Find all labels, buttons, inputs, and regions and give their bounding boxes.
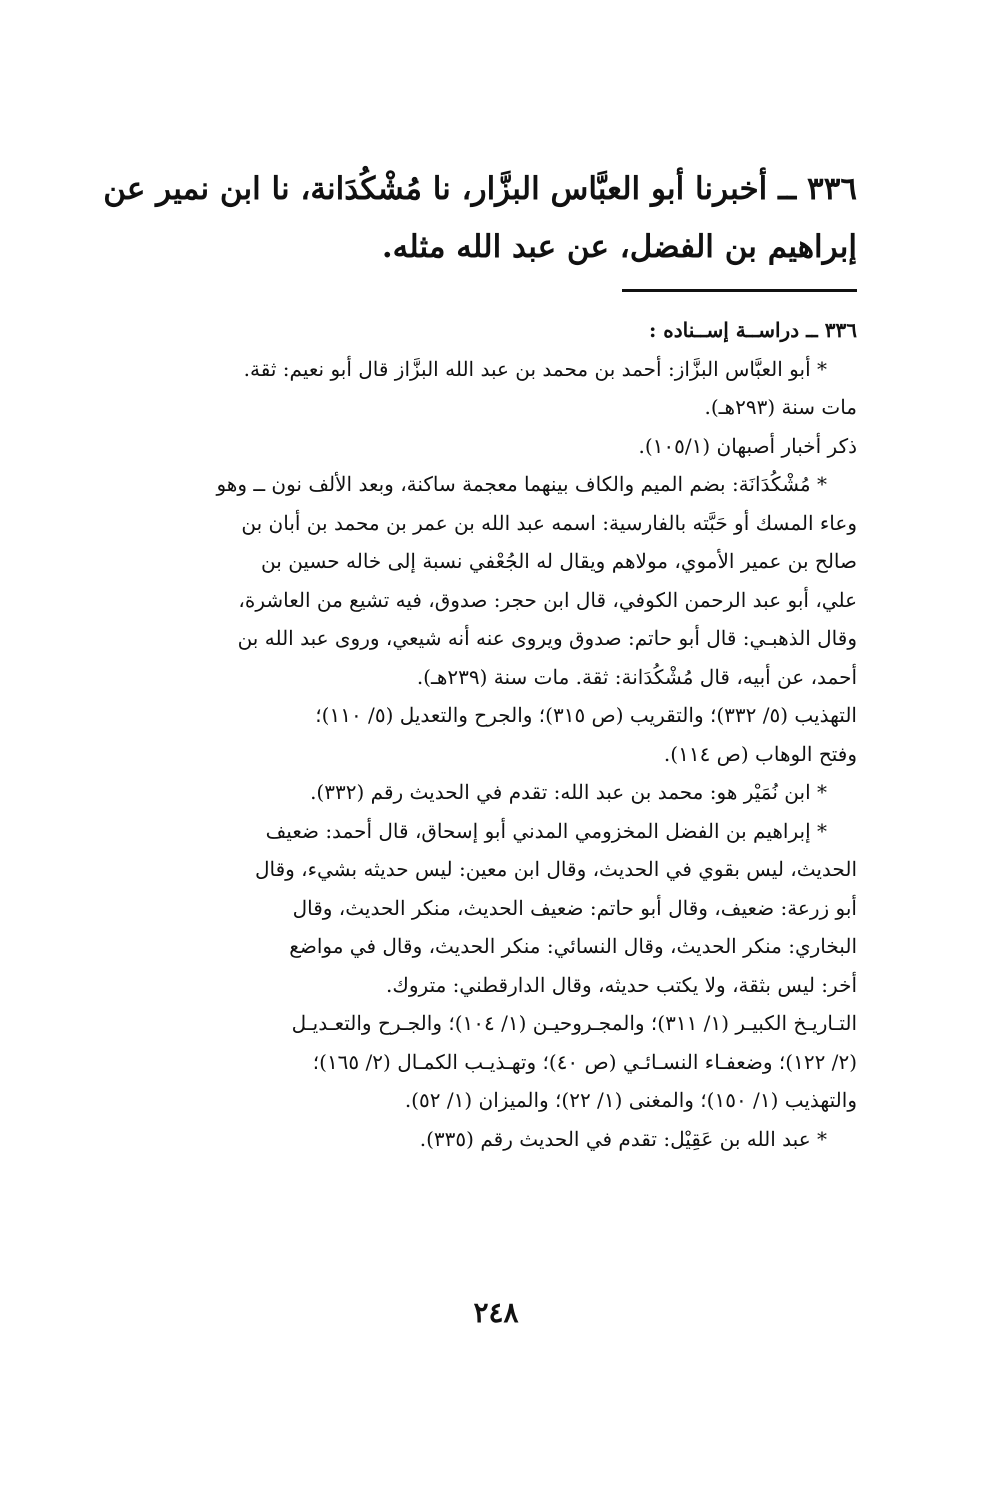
page-number: ٢٤٨ bbox=[473, 1296, 519, 1329]
footnote-line: * ابن نُمَيْر هو: محمد بن عبد الله: تقدم في الحديث رقم (٣٣٢). bbox=[310, 780, 827, 804]
footnote-line: وعاء المسك أو حَبَّته بالفارسية: اسمه عبد الله بن عمر بن محمد بن أبان بن bbox=[241, 510, 857, 535]
footnote-line: أحمد، عن أبيه، قال مُشْكُدَانة: ثقة. مات سنة (٢٣٩هـ). bbox=[416, 664, 857, 689]
footnote-line: التـاريـخ الكبيـر (١/ ٣١١)؛ والمجـروحيـن (١/ ١٠٤)؛ والجـرح والتعـديـل bbox=[291, 1011, 857, 1035]
footnote-line: صالح بن عمير الأموي، مولاهم ويقال له الجُعْفي نسبة إلى خاله حسين بن bbox=[261, 549, 857, 573]
footnote-line: * عبد الله بن عَقِيْل: تقدم في الحديث رقم (٣٣٥). bbox=[419, 1126, 827, 1151]
hadith-line: إبراهيم بن الفضل، عن عبد الله مثله. bbox=[381, 229, 857, 265]
footnote-line: البخاري: منكر الحديث، وقال النسائي: منكر الحديث، وقال في مواضع bbox=[289, 934, 857, 958]
footnote-line: (٢/ ١٢٢)؛ وضعفـاء النسـائـي (ص ٤٠)؛ وتهـذيـب الكمـال (٢/ ١٦٥)؛ bbox=[312, 1049, 857, 1074]
footnotes bbox=[97, 311, 857, 1158]
footnote-line: أخر: ليس بثقة، ولا يكتب حديثه، وقال الدارقطني: متروك. bbox=[386, 972, 857, 997]
footnote-line: والتهذيب (١/ ١٥٠)؛ والمغنى (١/ ٢٢)؛ والميزان (١/ ٥٢). bbox=[404, 1088, 857, 1112]
hadith-line: ٣٣٦ ــ أخبرنا أبو العبَّاس البزَّار، نا مُشْكُدَانة، نا ابن نمير عن bbox=[103, 171, 857, 207]
hadith-text bbox=[103, 160, 857, 276]
footnote-line: وقال الذهبـي: قال أبو حاتم: صدوق ويروى عنه أنه شيعي، وروى عبد الله بن bbox=[237, 626, 857, 650]
footnote-line: مات سنة (٢٩٣هـ). bbox=[704, 395, 857, 419]
footnote-line: وفتح الوهاب (ص ١١٤). bbox=[663, 741, 857, 766]
footnote-line: * أبو العبَّاس البزَّاز: أحمد بن محمد بن عبد الله البزَّاز قال أبو نعيم: ثقة. bbox=[243, 356, 827, 381]
footnote-divider bbox=[622, 289, 857, 292]
footnote-line: * إبراهيم بن الفضل المخزومي المدني أبو إسحاق، قال أحمد: ضعيف bbox=[265, 818, 827, 843]
footnote-line: الحديث، ليس بقوي في الحديث، وقال ابن معين: ليس حديثه بشيء، وقال bbox=[254, 857, 857, 881]
footnote-line: * مُشْكُدَانَة: بضم الميم والكاف بينهما معجمة ساكنة، وبعد الألف نون ــ وهو bbox=[216, 472, 827, 496]
footnote-line: أبو زرعة: ضعيف، وقال أبو حاتم: ضعيف الحديث، منكر الحديث، وقال bbox=[292, 895, 857, 920]
footnote-line: التهذيب (٥/ ٣٣٢)؛ والتقريب (ص ٣١٥)؛ والجرح والتعديل (٥/ ١١٠)؛ bbox=[315, 703, 857, 727]
footnote-line: ذكر أخبار أصبهان (١٠٥/١). bbox=[638, 433, 857, 458]
footnote-line: علي، أبو عبد الرحمن الكوفي، قال ابن حجر: صدوق، فيه تشيع من العاشرة، bbox=[238, 587, 857, 612]
footnote-heading: ٣٣٦ ــ دراســة إســناده : bbox=[648, 318, 857, 342]
